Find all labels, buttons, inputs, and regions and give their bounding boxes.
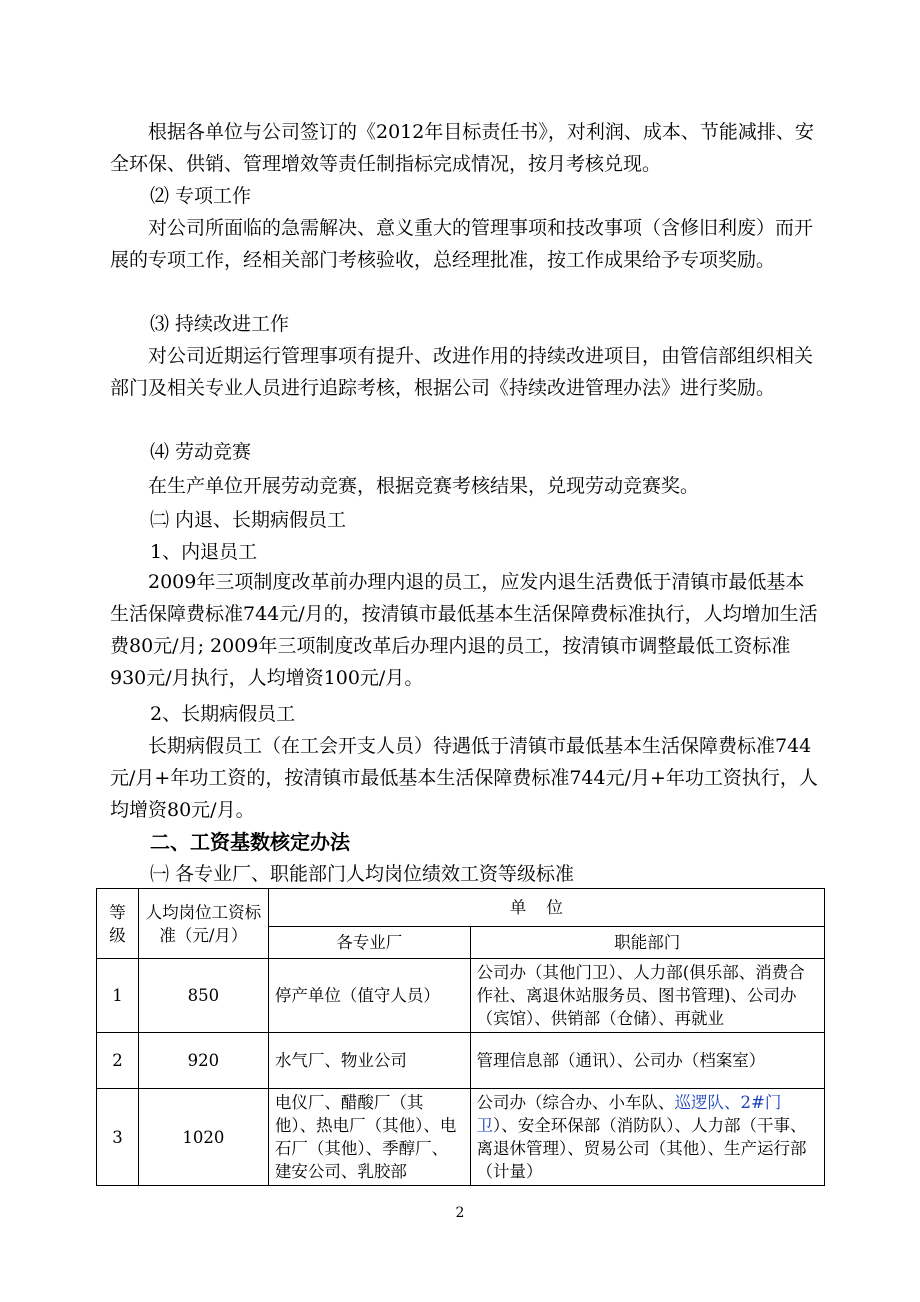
cell-wage-standard: 850	[138, 959, 268, 1033]
wage-grade-table	[96, 888, 825, 1186]
cell-grade: 3	[97, 1089, 139, 1186]
table-row	[97, 1089, 825, 1186]
dept-text-a: 公司办（综合办、小车队、	[476, 1093, 675, 1112]
paragraph-long-sick-leave: 长期病假员工（在工会开支人员）待遇低于清镇市最低基本生活保障费标准744元/月+年功工资的，按清镇市最低基本生活保障费标准744元/月+年功工资执行，人均增资80元/月。	[110, 735, 818, 821]
paragraph-labor-competition: 在生产单位开展劳动竞赛，根据竞赛考核结果，兑现劳动竞赛奖。	[148, 475, 700, 497]
cell-grade: 1	[97, 959, 139, 1033]
cell-departments	[470, 1089, 824, 1186]
heading-long-sick-leave: 2、长期病假员工	[150, 703, 296, 725]
table-row	[97, 959, 825, 1033]
dept-link-patrol[interactable]: 巡逻队、2#门卫	[476, 1093, 782, 1135]
cell-departments: 公司办（其他门卫）、人力部(俱乐部、消费合作社、离退休站服务员、图书管理)、公司办（宾馆）、供销部（仓储）、再就业	[470, 959, 824, 1033]
heading-internal-retirement: 1、内退员工	[150, 541, 258, 563]
header-departments: 职能部门	[470, 927, 824, 959]
paragraph-special-work: 对公司所面临的急需解决、意义重大的管理事项和技改事项（含修旧利废）而开展的专项工作，经相关部门考核验收，总经理批准，按工作成果给予专项奖励。	[110, 217, 814, 271]
heading-retired-sick-staff: ㈡ 内退、长期病假员工	[150, 509, 347, 531]
cell-wage-standard: 920	[138, 1033, 268, 1089]
cell-factories: 电仪厂、醋酸厂（其他）、热电厂（其他）、电石厂（其他）、季醇厂、建安公司、乳胶部	[268, 1089, 470, 1186]
table-caption: ㈠ 各专业厂、职能部门人均岗位绩效工资等级标准	[150, 863, 575, 885]
cell-wage-standard: 1020	[138, 1089, 268, 1186]
table-row	[97, 1033, 825, 1089]
cell-departments: 管理信息部（通讯）、公司办（档案室）	[470, 1033, 824, 1089]
cell-factories: 停产单位（值守人员）	[268, 959, 470, 1033]
section-heading-wage-base: 二、工资基数核定办法	[150, 830, 350, 854]
header-wage-standard: 人均岗位工资标准（元/月）	[138, 889, 268, 959]
cell-grade: 2	[97, 1033, 139, 1089]
page-number: 2	[455, 1205, 465, 1221]
heading-continuous-improvement: ⑶ 持续改进工作	[150, 313, 290, 335]
header-unit: 单位	[268, 889, 824, 927]
header-grade: 等级	[97, 889, 139, 959]
heading-special-work: ⑵ 专项工作	[150, 185, 252, 207]
table-header-row	[97, 889, 825, 927]
dept-text-b: ）、安全环保部（消防队）、人力部（干事、离退休管理）、贸易公司（其他）、生产运行部（计量）	[476, 1116, 807, 1181]
heading-labor-competition: ⑷ 劳动竞赛	[150, 441, 252, 463]
cell-factories: 水气厂、物业公司	[268, 1033, 470, 1089]
paragraph-continuous-improvement: 对公司近期运行管理事项有提升、改进作用的持续改进项目，由管信部组织相关部门及相关专业人员进行追踪考核，根据公司《持续改进管理办法》进行奖励。	[110, 345, 814, 399]
header-factories: 各专业厂	[268, 927, 470, 959]
paragraph-internal-retirement: 2009年三项制度改革前办理内退的员工，应发内退生活费低于清镇市最低基本生活保障费标准744元/月的，按清镇市最低基本生活保障费标准执行，人均增加生活费80元/月; 2009年三项制度改革后办理内退的员工，按清镇市调整最低工资标准930元/月执行，人均增资100元/月。	[110, 571, 818, 689]
paragraph-target-responsibility: 根据各单位与公司签订的《2012年目标责任书》，对利润、成本、节能减排、安全环保、供销、管理增效等责任制指标完成情况，按月考核兑现。	[110, 121, 814, 175]
